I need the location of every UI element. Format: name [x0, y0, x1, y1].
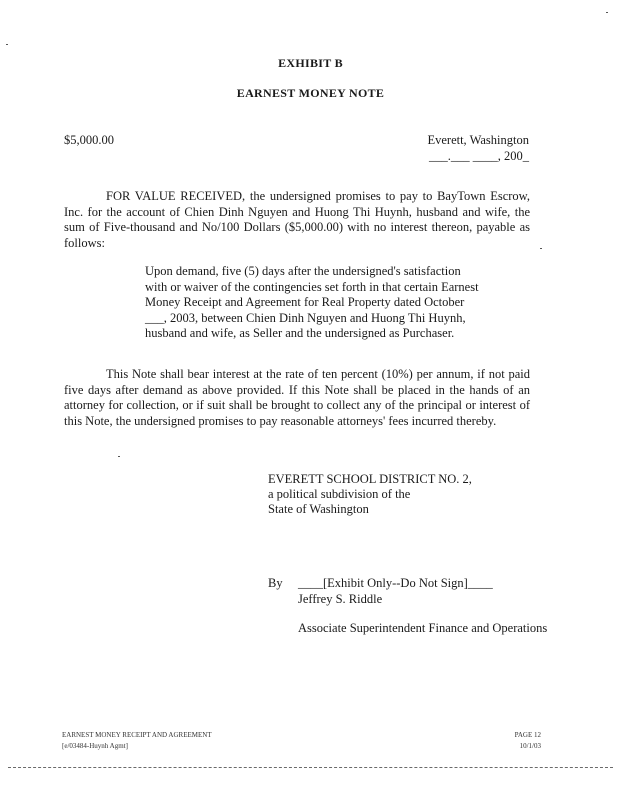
footer-page-number: PAGE 12	[514, 731, 541, 739]
signatory-line-3: State of Washington	[268, 502, 369, 516]
by-label: By	[268, 576, 283, 590]
exhibit-title: EXHIBIT B	[278, 56, 343, 70]
note-location: Everett, Washington	[427, 133, 529, 147]
signatory-line-2: a political subdivision of the	[268, 487, 411, 501]
paragraph-interest: This Note shall bear interest at the rate of ten percent (10%) per annum, if not paid five days after demand as above provided. If this Note shall be placed in the hands of an attorney for collection, or if suit shall be brought to collect any of the principal or interest of this Note, the undersigned promises to pay reasonable attorneys' fees incurred thereby.	[64, 367, 530, 428]
paragraph-value-received: FOR VALUE RECEIVED, the undersigned promises to pay to BayTown Escrow, Inc. for the account of Chien Dinh Nguyen and Huong Thi Huynh, husband and wife, the sum of Five-thousand and No/100 Dollars ($5,000.00) with no interest thereon, payable as follows:	[64, 189, 530, 250]
scan-speck	[6, 44, 8, 45]
footer-rule	[8, 767, 613, 768]
scan-speck	[118, 456, 120, 457]
signature-line: ____[Exhibit Only--Do Not Sign]____	[298, 576, 493, 590]
signer-title: Associate Superintendent Finance and Operations	[298, 621, 548, 635]
note-date-line: ___.___ ____, 200_	[429, 149, 529, 163]
paragraph-payment-terms: Upon demand, five (5) days after the undersigned's satisfaction with or waiver of the contingencies set forth in that certain Earnest Money Receipt and Agreement for Real Property dated October ___, 2003, between Chien Dinh Nguyen and Huong Thi Huynh, husband and wife, as Seller and the undersigned as Purchaser.	[145, 264, 479, 340]
note-title: EARNEST MONEY NOTE	[236, 86, 385, 100]
footer-doc-title: EARNEST MONEY RECEIPT AND AGREEMENT	[62, 731, 212, 739]
signer-name: Jeffrey S. Riddle	[298, 592, 383, 606]
scan-speck	[540, 248, 542, 249]
footer-doc-ref: [e/03484-Huynh Agmt]	[62, 742, 128, 750]
signatory-line-1: EVERETT SCHOOL DISTRICT NO. 2,	[268, 472, 472, 486]
note-amount: $5,000.00	[64, 133, 114, 147]
scan-speck	[606, 12, 608, 13]
footer-date: 10/1/03	[519, 742, 541, 750]
